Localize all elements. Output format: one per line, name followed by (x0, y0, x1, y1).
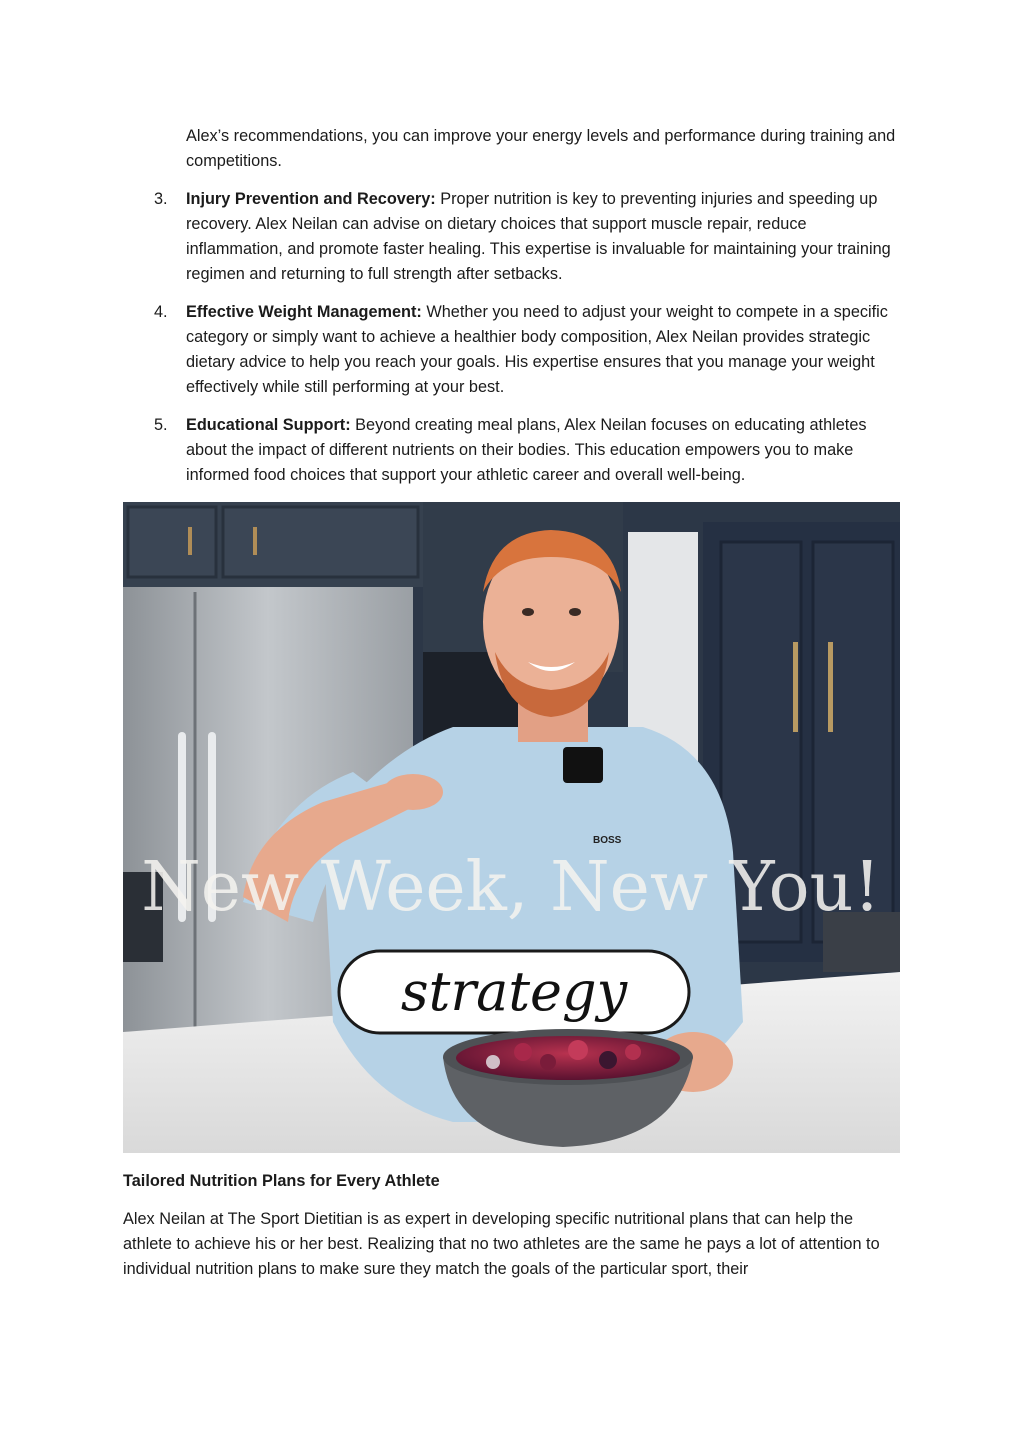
berry (568, 1040, 588, 1060)
berry (625, 1044, 641, 1060)
photo-illustration (123, 502, 900, 1153)
berry (486, 1055, 500, 1069)
berry (514, 1043, 532, 1061)
benefits-list (0, 187, 1023, 501)
strategy-pill-label: strategy (400, 960, 628, 1023)
list-item-title: Effective Weight Management: (186, 303, 422, 321)
list-item-number: 5. (154, 416, 168, 434)
list-item (0, 413, 906, 488)
section-paragraph: Alex Neilan at The Sport Dietitian is as expert in developing specific nutritional plans that can help the athlete to achieve his or her best. Realizing that no two athletes are the same he pays a lot of attention to individual nutrition plans to make sure they match the goals of the particular sport, their (123, 1210, 880, 1278)
section-heading: Tailored Nutrition Plans for Every Athlete (123, 1172, 440, 1190)
person-eye (569, 608, 581, 616)
photo-headline: New Week, New You! (141, 848, 881, 927)
continuation-paragraph: Alex’s recommendations, you can improve your energy levels and performance during training and competitions. (186, 127, 896, 170)
list-item-title: Educational Support: (186, 416, 351, 434)
cabinet-handle (793, 642, 798, 732)
cabinet-handle (188, 527, 192, 555)
list-item-number: 4. (154, 303, 168, 321)
promo-photo (123, 502, 900, 1153)
person-eye (522, 608, 534, 616)
list-item-text: Whether you need to adjust your weight to compete in a specific category or simply want to achieve a healthier body composition, Alex Neilan provides strategic dietary advice to help you reach your goals. His expertise ensures that you manage your weight effectively while still performing at your best. (186, 303, 888, 396)
list-item-number: 3. (154, 190, 168, 208)
lapel-mic (563, 747, 603, 783)
shirt-logo: BOSS (593, 835, 622, 846)
berry (599, 1051, 617, 1069)
person-hand (383, 774, 443, 810)
list-item-title: Injury Prevention and Recovery: (186, 190, 436, 208)
list-item-text: Beyond creating meal plans, Alex Neilan focuses on educating athletes about the impact of different nutrients on their bodies. This education empowers you to make informed food choices that support your athletic career and overall well-being. (186, 416, 867, 484)
berry (540, 1054, 556, 1070)
cabinet-door (223, 507, 418, 577)
list-item (0, 187, 906, 287)
cabinet-door (128, 507, 216, 577)
list-item-text: Proper nutrition is key to preventing injuries and speeding up recovery. Alex Neilan can advise on dietary choices that support muscle repair, reduce inflammation, and promote faster healing. This expertise is invaluable for maintaining your training regimen and returning to full strength after setbacks. (186, 190, 891, 283)
list-item (0, 300, 906, 400)
cabinet-handle (253, 527, 257, 555)
cabinet-handle (828, 642, 833, 732)
